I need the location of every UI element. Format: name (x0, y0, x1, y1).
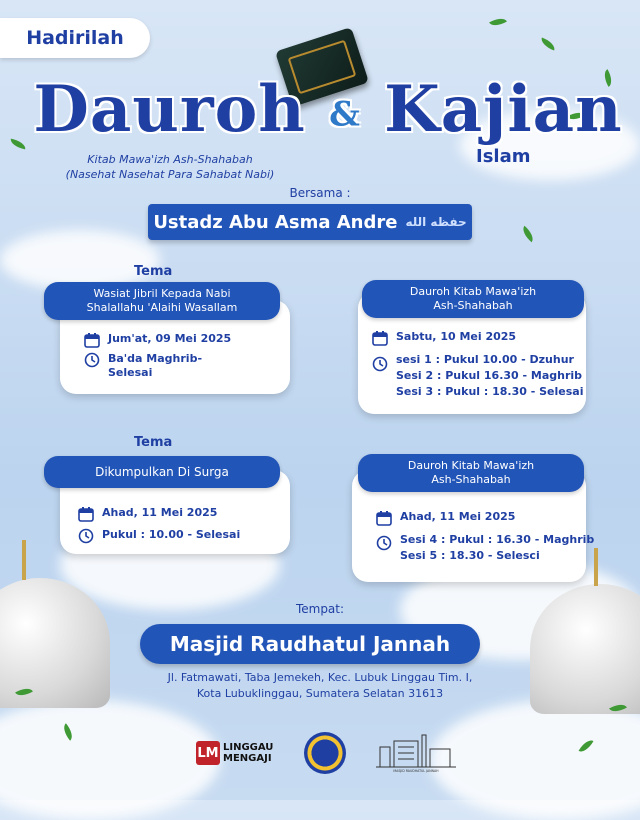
card-4-date: Ahad, 11 Mei 2025 (400, 510, 516, 523)
cloud-decoration (430, 700, 640, 820)
cloud-decoration (0, 700, 220, 820)
leaf-icon (489, 15, 507, 30)
cloud-decoration (0, 230, 160, 290)
venue-label: Tempat: (295, 602, 345, 616)
card-2-time-line-2: Sesi 2 : Pukul 16.30 - Maghrib (396, 369, 583, 382)
speaker-banner (148, 204, 472, 240)
organization-seal-logo (304, 732, 346, 774)
card-2-time-row (372, 352, 583, 400)
card-2-date-row (372, 330, 516, 346)
tema-label: Tema (134, 264, 173, 279)
card-1-date-row (84, 332, 231, 348)
card-3-date-row (78, 506, 217, 522)
session-card-3-title (44, 456, 280, 488)
kitab-subtitle (30, 152, 310, 182)
venue-address-line-2: Kota Lubuklinggau, Sumatera Selatan 31613 (196, 687, 444, 700)
calendar-icon (372, 330, 388, 346)
calendar-icon (78, 506, 94, 522)
kitab-line-1: Kitab Mawa'izh Ash-Shahabah (87, 153, 253, 166)
card-4-time (400, 532, 594, 564)
card-1-date: Jum'at, 09 Mei 2025 (108, 332, 232, 345)
card-3-date: Ahad, 11 Mei 2025 (102, 506, 218, 519)
session-card-2-title (362, 280, 584, 318)
card-1-time-line-1: Ba'da Maghrib- (108, 352, 203, 365)
invite-label: Hadirilah (0, 18, 150, 58)
clock-icon (372, 356, 388, 372)
speaker-honorific: حفظه الله (405, 215, 467, 229)
speaker-name: Ustadz Abu Asma Andre (153, 211, 398, 233)
kitab-line-2: (Nasehat Nasehat Para Sahabat Nabi) (65, 168, 275, 181)
card-1-time-line-2: Selesai (108, 366, 153, 379)
title-islam: Islam (476, 146, 531, 167)
card-2-time (396, 352, 583, 400)
card-4-title-line-1: Dauroh Kitab Mawa'izh (407, 459, 535, 472)
clock-icon (78, 528, 94, 544)
card-4-time-row (376, 532, 594, 564)
card-4-time-line-2: Sesi 5 : 18.30 - Selesci (400, 549, 540, 562)
leaf-icon (539, 38, 557, 51)
linggau-mengaji-line-2: MENGAJI (223, 753, 272, 764)
linggau-mengaji-text (223, 742, 273, 764)
speaker-label: Bersama : (289, 186, 351, 200)
tema-label: Tema (134, 435, 173, 450)
card-1-title-line-2: Shalallahu 'Alaihi Wasallam (86, 301, 238, 314)
clock-icon (84, 352, 100, 368)
sponsor-logos (196, 728, 456, 778)
clock-icon (376, 535, 392, 551)
calendar-icon (376, 510, 392, 526)
title-ampersand: & (329, 94, 361, 135)
card-2-date: Sabtu, 10 Mei 2025 (396, 330, 517, 343)
card-2-time-line-1: sesi 1 : Pukul 10.00 - Dzuhur (396, 353, 574, 366)
masjid-logo-text: MASJID RAUDHATUL JANNAH (393, 769, 439, 773)
card-3-title: Dikumpulkan Di Surga (95, 465, 229, 479)
card-3-time: Pukul : 10.00 - Selesai (102, 528, 241, 541)
event-title (28, 72, 628, 147)
venue-address (0, 670, 640, 702)
card-1-time (108, 352, 202, 380)
card-1-title-line-1: Wasiat Jibril Kepada Nabi (93, 287, 231, 300)
title-kajian: Kajian (384, 72, 623, 147)
leaf-icon (9, 139, 26, 150)
card-2-title-line-2: Ash-Shahabah (433, 299, 513, 312)
card-2-time-line-3: Sesi 3 : Pukul : 18.30 - Selesai (396, 385, 584, 398)
linggau-mengaji-line-1: LINGGAU (223, 742, 274, 753)
session-card-4-title (358, 454, 584, 492)
venue-address-line-1: Jl. Fatmawati, Taba Jemekeh, Kec. Lubuk Linggau Tim. I, (167, 671, 473, 684)
dome-left-finial (22, 540, 26, 580)
session-card-1-title (44, 282, 280, 320)
card-2-title-line-1: Dauroh Kitab Mawa'izh (409, 285, 537, 298)
linggau-mengaji-logo (196, 741, 273, 765)
title-dauroh: Dauroh (33, 72, 306, 147)
card-4-date-row (376, 510, 515, 526)
card-4-time-line-1: Sesi 4 : Pukul : 16.30 - Maghrib (400, 533, 595, 546)
calendar-icon (84, 332, 100, 348)
linggau-mengaji-mark: LM (196, 741, 220, 765)
masjid-raudhatul-jannah-logo (376, 733, 456, 773)
card-4-title-line-2: Ash-Shahabah (431, 473, 511, 486)
card-3-time-row (78, 528, 240, 544)
card-1-time-row (84, 352, 202, 380)
dome-right-finial (594, 548, 598, 586)
venue-name: Masjid Raudhatul Jannah (140, 624, 480, 664)
leaf-icon (519, 226, 536, 242)
